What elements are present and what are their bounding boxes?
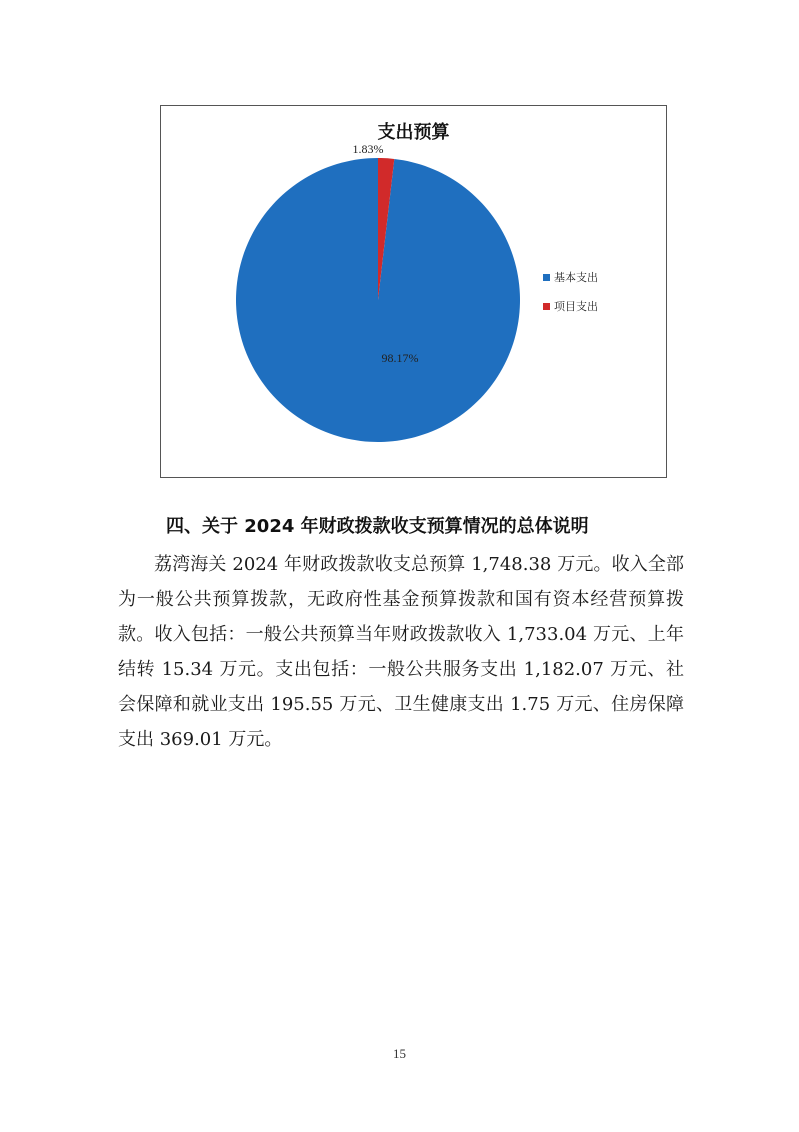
legend-label: 基本支出 [554,271,598,284]
legend-item-basic [543,269,598,285]
chart-title: 支出预算 [377,122,450,143]
data-label-basic: 98.17% [381,351,419,365]
legend-swatch [543,303,550,310]
chart-frame [160,105,667,478]
data-label-project: 1.83% [352,142,384,156]
chart-legend [543,269,598,327]
section-heading: 四、关于 2024 年财政拨款收支预算情况的总体说明 [166,516,589,537]
legend-label: 项目支出 [554,300,598,313]
legend-swatch [543,274,550,281]
section-body: 荔湾海关 2024 年财政拨款收支总预算 1,748.38 万元。收入全部为一般公共预算拨款，无政府性基金预算拨款和国有资本经营预算拨款。收入包括：一般公共预算当年财政拨款收入 1,733.04 万元、上年结转 15.34 万元。支出包括：一般公共服务支出 1,182.07 万元、社会保障和就业支出 195.55 万元、卫生健康支出 1.75 万元、住房保障支出 369.01 万元。 [118,554,684,750]
page-number: 15 [393,1046,406,1061]
legend-item-project [543,298,598,314]
